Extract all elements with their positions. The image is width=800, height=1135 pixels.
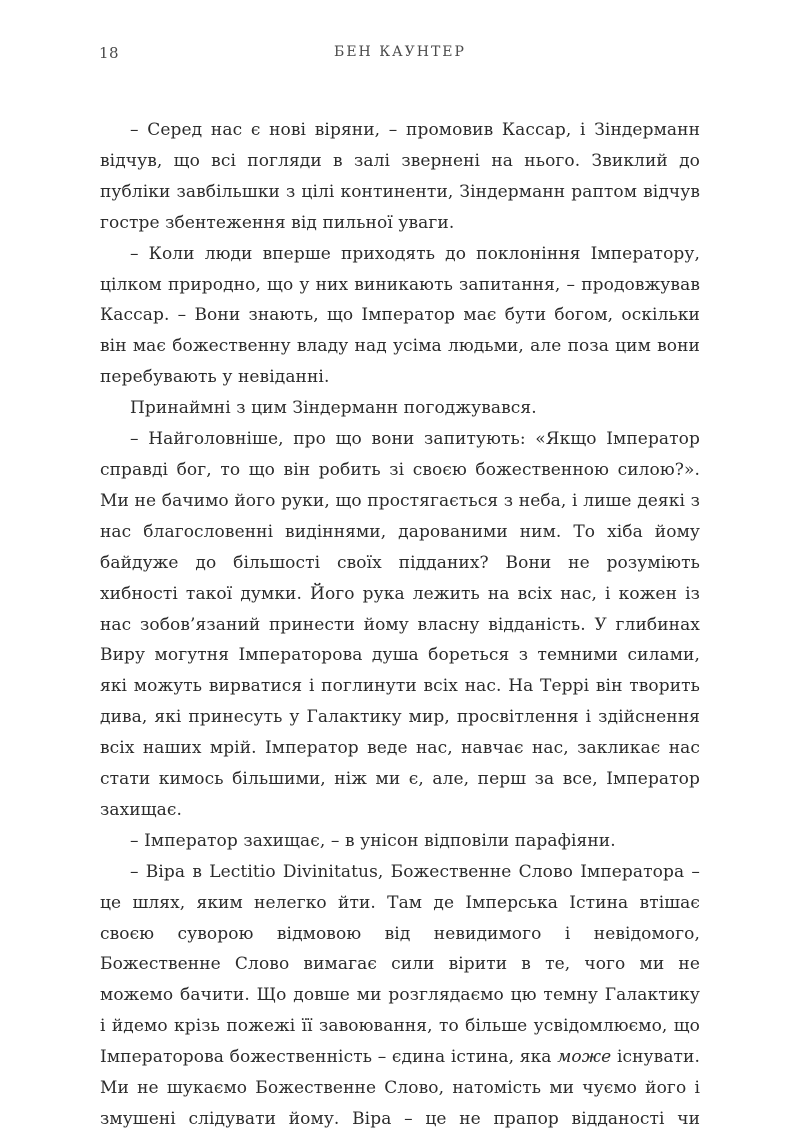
paragraph-6-text-after: існувати. Ми не шукаємо Божественне Слово, натомість ми чуємо його і змушені слідувати йому. Віра – це не прапор відданості чи xyxy=(100,1047,700,1129)
paragraph-1: – Серед нас є нові віряни, – промовив Кассар, і Зіндерманн відчув, що всі погляди в залі звернені на нього. Звиклий до публіки завбільшки з цілі континенти, Зіндерманн раптом відчув гостре збентеження від пильної уваги. xyxy=(100,120,700,233)
page-number: 18 xyxy=(99,44,120,62)
paragraph-4: – Найголовніше, про що вони запитують: «Якщо Імператор справді бог, то що він робить зі своєю божественною силою?». Ми не бачимо його руки, що простягається з неба, і лише деякі з нас благословенні видіннями, дарованими ним. То хіба йому байдуже до більшості своїх підданих? Вони не розуміють хибності такої думки. Його рука лежить на всіх нас, і кожен із нас зобов’язаний принести йому власну відданість. У глибинах Виру могутня Імператорова душа бореться з темними силами, які можуть вирватися і поглинути всіх нас. На Террі він творить дива, які принесуть у Галактику мир, просвітлення і здійснення всіх наших мрій. Імператор веде нас, навчає нас, закликає нас стати кимось більшими, ніж ми є, але, перш за все, Імператор захищає. xyxy=(100,429,700,820)
body-text xyxy=(100,115,700,1135)
paragraph-2: – Коли люди вперше приходять до поклоніння Імператору, цілком природно, що у них виникають запитання, – продовжував Кассар. – Вони знають, що Імператор має бути богом, оскільки він має божественну владу над усіма людьми, але поза цим вони перебувають у невіданні. xyxy=(100,243,700,388)
paragraph-3: Принаймні з цим Зіндерманн погоджувався. xyxy=(130,398,537,419)
paragraph-6-italic-word: може xyxy=(557,1047,612,1068)
running-header: БЕН КАУНТЕР xyxy=(334,44,466,60)
paragraph-5: – Імператор захищає, – в унісон відповіли парафіяни. xyxy=(130,830,616,851)
paragraph-6 xyxy=(100,857,700,1135)
paragraph-6-text-before: – Віра в Lectitio Divinitatus, Божественне Слово Імператора – це шлях, яким нелегко йти. Там де Імперська Істина втішає своєю суворою відмовою від невидимого і невідомого, Божественне Слово вимагає сили вірити в те, чого ми не можемо бачити. Що довше ми розглядаємо цю темну Галактику і йдемо крізь пожежі її завоювання, то більше усвідомлюємо, що Імператорова божественність – єдина істина, яка xyxy=(100,861,700,1068)
